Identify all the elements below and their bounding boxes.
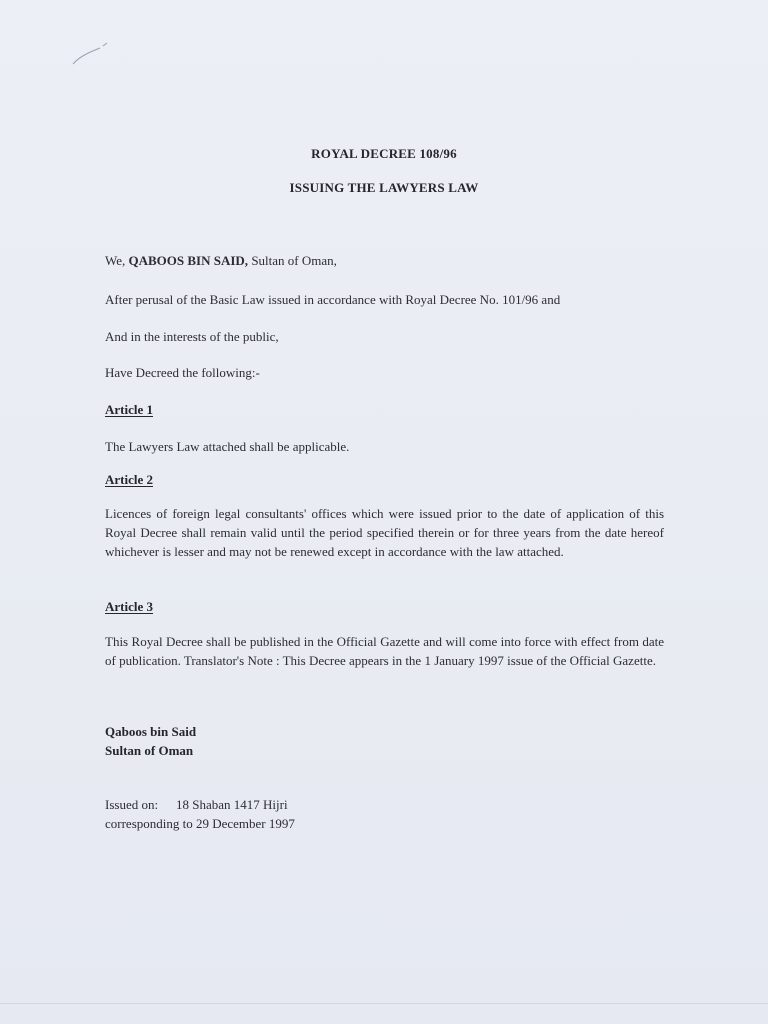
preamble-interests: And in the interests of the public,: [105, 329, 279, 344]
issued-date-gregorian: corresponding to 29 December 1997: [105, 816, 295, 831]
article-1-text: The Lawyers Law attached shall be applicable.: [105, 439, 350, 454]
decree-title: ROYAL DECREE 108/96: [311, 146, 457, 161]
page-bottom-edge: [0, 1003, 768, 1004]
article-2-heading: Article 2: [105, 472, 154, 487]
signature-title: Sultan of Oman: [105, 743, 194, 758]
issued-line: [105, 797, 288, 813]
article-3-text: This Royal Decree shall be published in the Official Gazette and will come into force with effect from date of publication. Translator's Note : This Decree appears in the 1 January 1997 issue of the Official Gazette.: [105, 634, 664, 668]
article-2-text: Licences of foreign legal consultants' offices which were issued prior to the date of application of this Royal Decree shall remain valid until the period specified therein or for three years from the date hereof whichever is lesser and may not be renewed except in accordance with the law attached.: [105, 506, 664, 559]
issued-label: Issued on:: [105, 797, 159, 812]
signature-name: Qaboos bin Said: [105, 724, 197, 739]
article-3-heading: Article 3: [105, 599, 154, 614]
ruler-suffix: Sultan of Oman,: [248, 253, 337, 268]
preamble-perusal: After perusal of the Basic Law issued in accordance with Royal Decree No. 101/96 and: [105, 292, 561, 307]
issued-date-hijri: 18 Shaban 1417 Hijri: [176, 797, 288, 812]
preamble-decreed: Have Decreed the following:-: [105, 365, 260, 380]
ruler-name: QABOOS BIN SAID,: [128, 253, 249, 268]
we-prefix: We,: [105, 253, 129, 268]
pencil-mark: [70, 38, 118, 68]
preamble-we: [105, 253, 337, 269]
article-1-heading: Article 1: [105, 402, 154, 417]
decree-subtitle: ISSUING THE LAWYERS LAW: [289, 180, 479, 195]
